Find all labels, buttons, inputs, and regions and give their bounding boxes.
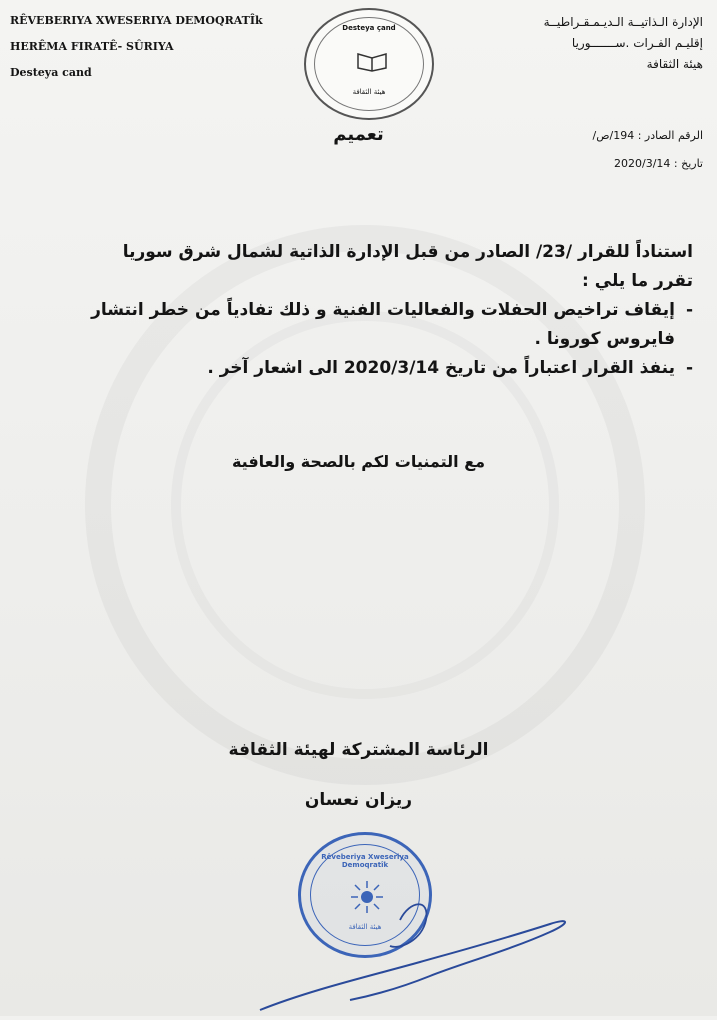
stamp-top-text: Rêveberiya Xweseriya Demoqratîk [321, 853, 409, 869]
signature-title: الرئاسة المشتركة لهيئة الثقافة [228, 740, 489, 760]
reference-number: الرقم الصادر : 194/ص/ [592, 129, 703, 142]
header-left-line2: HERÊMA FIRATÊ- SÛRIYA [10, 40, 174, 53]
body-line2: تقرر ما يلي : [582, 271, 693, 291]
signatory-name: ريزان نعسان [304, 790, 413, 810]
header-left-line3: Desteya cand [10, 66, 92, 79]
header-right-line2: إقليـم الفـرات .ســـــــوريا [571, 36, 703, 50]
header-right-line3: هيئة الثقافة [646, 57, 703, 71]
bullet1-text: إيقاف تراخيص الحفلات والفعاليات الفنية و ذلك تفادياً من خطر انتشار فايروس كورونا . [91, 300, 675, 349]
organization-logo [304, 8, 434, 120]
handwritten-signature [250, 880, 580, 1020]
stamp-bottom-text: هيئة الثقافة [348, 923, 382, 931]
header-left [10, 8, 263, 86]
bullet-item: - إيقاف تراخيص الحفلات والفعاليات الفنية و ذلك تفادياً من خطر انتشار فايروس كورونا . [91, 300, 693, 349]
logo-ring-text: Desteya çand [342, 24, 396, 32]
header-right [544, 12, 703, 75]
document-title: تعميم [333, 124, 384, 145]
closing-wishes: مع التمنيات لكم بالصحة والعافية [231, 452, 486, 471]
reference-date: تاريخ : 2020/3/14 [614, 157, 703, 170]
logo-bottom-text: هيئة الثقافة [352, 88, 386, 96]
bullet-item: - ينفذ القرار اعتباراً من تاريخ 2020/3/14 الى اشعار آخر . [207, 358, 693, 378]
bullet2-text: ينفذ القرار اعتباراً من تاريخ 2020/3/14 الى اشعار آخر . [207, 358, 675, 378]
header-left-line1: RÊVEBERIYA XWESERIYA DEMOQRATÎk [10, 14, 263, 27]
book-icon [356, 50, 388, 78]
header-right-line1: الإدارة الـذاتيــة الـديـمـقـراطيــة [543, 15, 703, 29]
body-line1: استناداً للقرار /23/ الصادر من قبل الإدارة الذاتية لشمال شرق سوريا [122, 242, 693, 262]
document-body [83, 238, 693, 383]
